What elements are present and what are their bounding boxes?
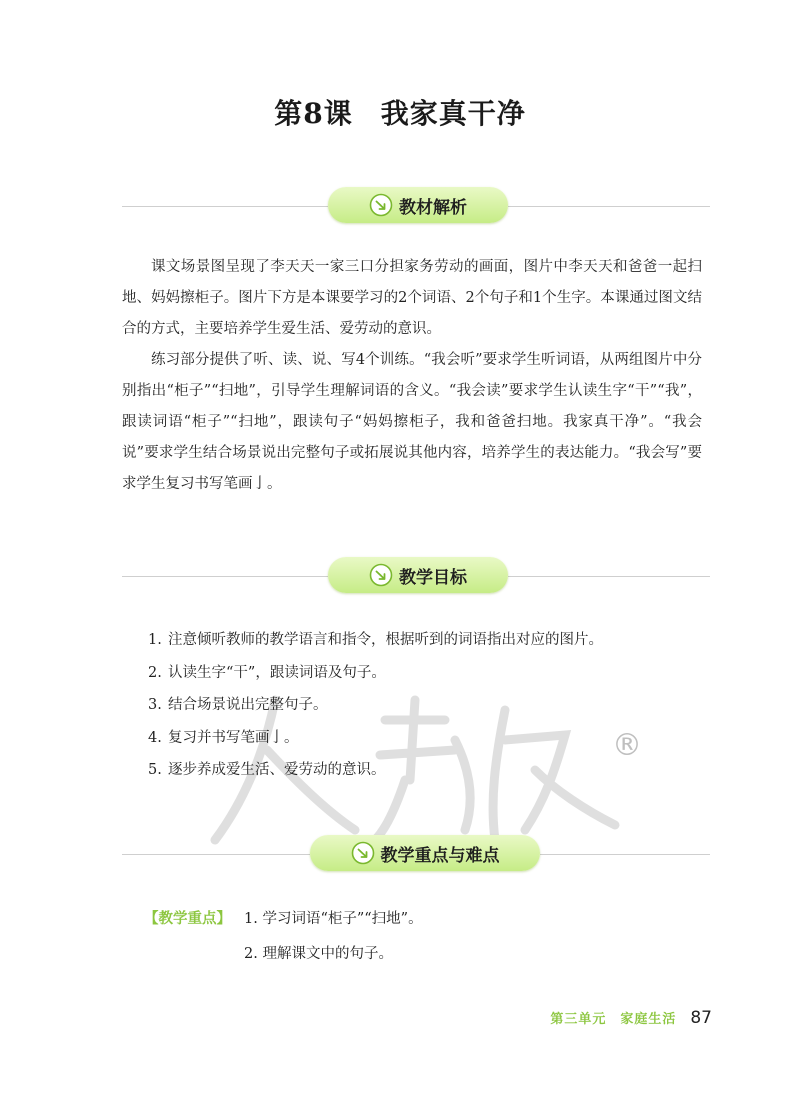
publisher-watermark-logo <box>205 680 635 850</box>
divider-line <box>540 854 710 855</box>
key-points-block <box>144 902 423 972</box>
section-title: 教材解析 <box>399 197 467 218</box>
section-title: 教学重点与难点 <box>380 845 500 866</box>
list-item: 5. 逐步养成爱生活、爱劳动的意识。 <box>148 762 386 778</box>
key-points-row <box>144 902 423 937</box>
lesson-number: 第8课 <box>274 97 353 130</box>
section-pill <box>310 835 540 871</box>
unit-label: 第三单元 家庭生活 <box>550 1012 677 1027</box>
key-points-label: 【教学重点】 <box>144 911 231 927</box>
key-point-item: 2. 理解课文中的句子。 <box>244 946 393 962</box>
section-pill <box>328 557 508 593</box>
lesson-name: 我家真干净 <box>380 97 526 130</box>
page-footer <box>550 1008 712 1028</box>
analysis-paragraph-1: 课文场景图呈现了李天天一家三口分担家务劳动的画面，图片中李天天和爸爸一起扫地、妈妈擦柜子。图片下方是本课要学习的2个词语、2个句子和1个生字。本课通过图文结合的方式，主要培养学生爱生活、爱劳动的意识。 <box>122 259 702 337</box>
green-circle-arrow-icon <box>351 841 375 865</box>
divider-line <box>122 854 310 855</box>
divider-line <box>508 576 710 577</box>
section-pill <box>328 187 508 223</box>
analysis-paragraph-2: 练习部分提供了听、读、说、写4个训练。“我会听”要求学生听词语，从两组图片中分别指出“柜子”“扫地”，引导学生理解词语的含义。“我会读”要求学生认读生字“干”“我”，跟读词语“柜子”“扫地”，跟读句子“妈妈擦柜子，我和爸爸扫地。我家真干净”。“我会说”要求学生结合场景说出完整句子或拓展说其他内容，培养学生的表达能力。“我会写”要求学生复习书写笔画亅。 <box>122 352 702 492</box>
registered-mark: ® <box>612 728 642 763</box>
section-title: 教学目标 <box>399 567 467 588</box>
divider-line <box>122 206 328 207</box>
section-header-analysis <box>0 187 800 227</box>
lesson-title <box>0 92 800 132</box>
list-item: 3. 结合场景说出完整句子。 <box>148 697 328 713</box>
divider-line <box>122 576 328 577</box>
key-points-row <box>144 937 423 972</box>
section-header-key-points <box>0 835 800 875</box>
list-item: 4. 复习并书写笔画亅。 <box>148 729 299 746</box>
divider-line <box>508 206 710 207</box>
list-item: 2. 认读生字“干”，跟读词语及句子。 <box>148 664 386 681</box>
list-item: 1. 注意倾听教师的教学语言和指令，根据听到的词语指出对应的图片。 <box>148 632 603 648</box>
key-point-item: 1. 学习词语“柜子”“扫地”。 <box>244 911 423 927</box>
green-circle-arrow-icon <box>369 563 393 587</box>
section-header-objectives <box>0 557 800 597</box>
green-circle-arrow-icon <box>369 193 393 217</box>
page-number: 87 <box>690 1008 712 1028</box>
